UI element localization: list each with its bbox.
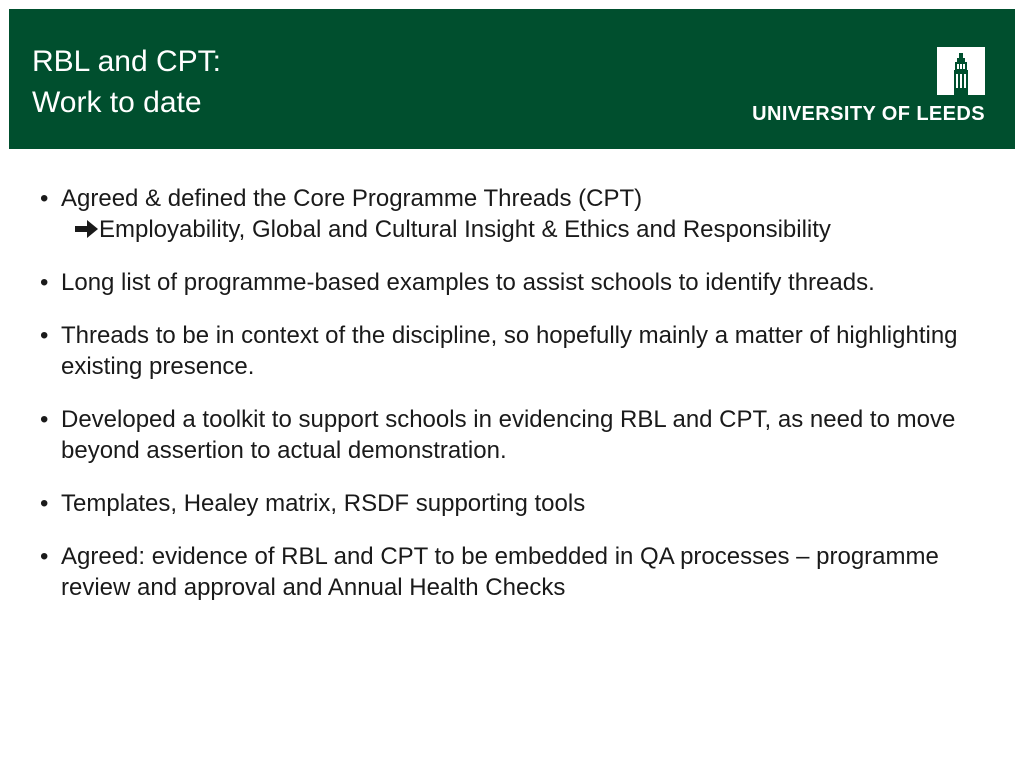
slide-title — [32, 41, 221, 123]
bullet-text: Agreed & defined the Core Programme Threads (CPT) — [61, 185, 643, 212]
title-line-2: Work to date — [32, 86, 202, 119]
bullet-item — [40, 404, 1000, 466]
bullet-dot: • — [40, 269, 49, 296]
bullet-text: Long list of programme-based examples to assist schools to identify threads. — [61, 269, 875, 296]
bullet-item — [40, 267, 1000, 298]
bullet-item — [40, 320, 1000, 382]
logo-wordmark: UNIVERSITY OF LEEDS — [752, 103, 985, 125]
university-logo — [725, 47, 985, 131]
arrow-right-icon — [73, 216, 99, 236]
bullet-text: Agreed: evidence of RBL and CPT to be embedded in QA processes – programme review and approval and Annual Health Checks — [61, 543, 939, 601]
slide-body — [40, 183, 1000, 625]
bullet-item — [40, 488, 1000, 519]
bullet-item — [40, 183, 1000, 245]
bullet-dot: • — [40, 406, 49, 433]
bullet-item — [40, 541, 1000, 603]
bullet-dot: • — [40, 322, 49, 349]
bullet-text: Templates, Healey matrix, RSDF supporting tools — [61, 490, 586, 517]
bullet-dot: • — [40, 543, 49, 570]
bullet-dot: • — [40, 185, 49, 212]
bullet-dot: • — [40, 490, 49, 517]
bullet-text: Developed a toolkit to support schools in evidencing RBL and CPT, as need to move beyond assertion to actual demonstration. — [61, 406, 956, 464]
title-line-1: RBL and CPT: — [32, 45, 221, 78]
parkinson-tower-icon — [937, 47, 985, 95]
bullet-sub-text: Employability, Global and Cultural Insight & Ethics and Responsibility — [99, 216, 831, 243]
bullet-text: Threads to be in context of the discipline, so hopefully mainly a matter of highlighting existing presence. — [61, 322, 958, 380]
bullet-sub-line — [53, 214, 1000, 245]
slide-header — [9, 9, 1015, 149]
